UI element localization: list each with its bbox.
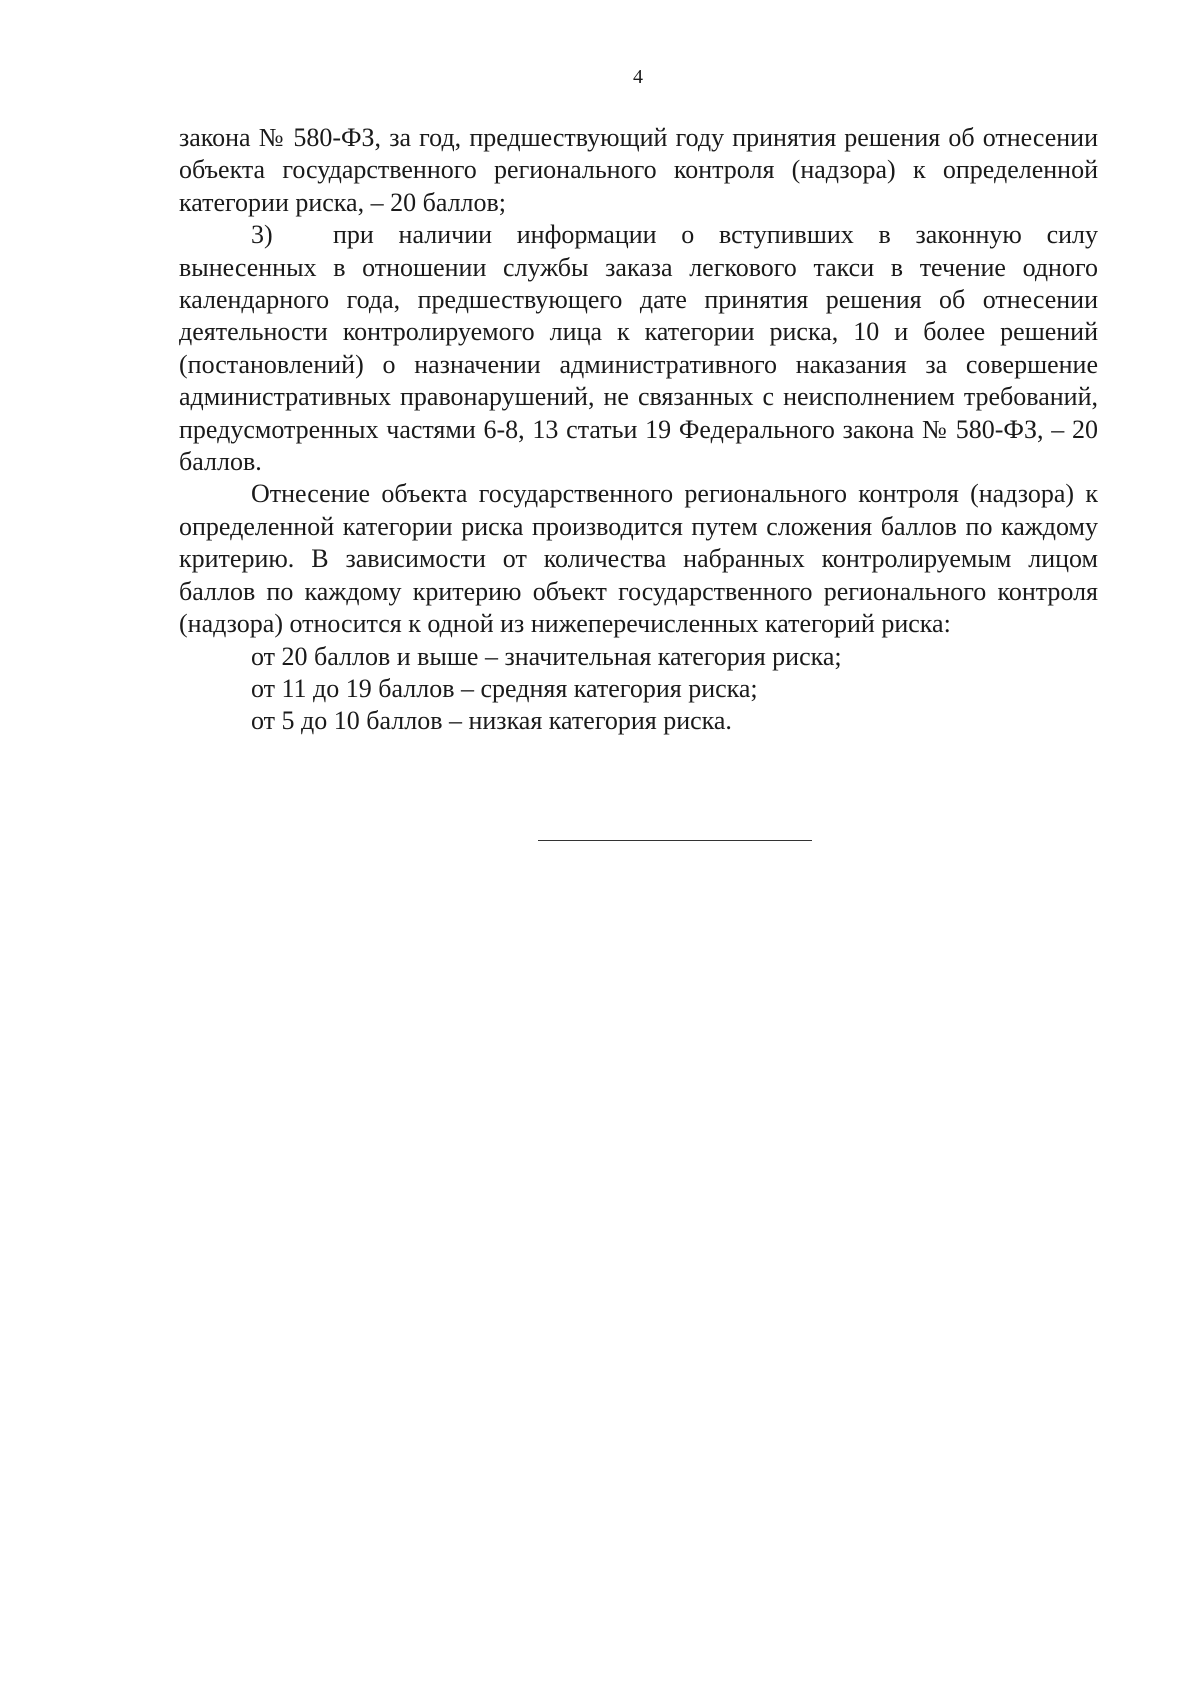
classification-paragraph: Отнесение объекта государственного регионального контроля (надзора) к определенной категории риска производится путем сложения баллов по каждому критерию. В зависимости от количества набранных контролируемым лицом баллов по каждому критерию объект государственного регионального контроля (надзора) относится к одной из нижеперечисленных категорий риска: — [179, 479, 1098, 639]
item-3-paragraph — [179, 219, 1098, 478]
end-of-document-rule — [538, 840, 812, 841]
document-body — [179, 122, 1098, 738]
risk-category-medium: от 11 до 19 баллов – средняя категория риска; — [251, 673, 758, 703]
item-3-text: при наличии информации о вступивших в законную силу вынесенных в отношении службы заказа легкового такси в течение одного календарного года, предшествующего дате принятия решения об отнесении деятельности контролируемого лица к категории риска, 10 и более решений (постановлений) о назначении административного наказания за совершение административных правонарушений, не связанных с неисполнением требований, предусмотренных частями 6-8, 13 статьи 19 Федерального закона № 580-ФЗ, – 20 баллов. — [179, 220, 1098, 477]
item-3-number: 3) — [251, 220, 273, 250]
page-number: 4 — [633, 66, 643, 88]
continuation-paragraph: закона № 580-ФЗ, за год, предшествующий году принятия решения об отнесении объекта государственного регионального контроля (надзора) к определенной категории риска, – 20 баллов; — [179, 123, 1098, 217]
risk-category-significant: от 20 баллов и выше – значительная категория риска; — [251, 641, 842, 671]
risk-category-low: от 5 до 10 баллов – низкая категория риска. — [251, 706, 732, 736]
risk-category-list — [179, 641, 1098, 738]
